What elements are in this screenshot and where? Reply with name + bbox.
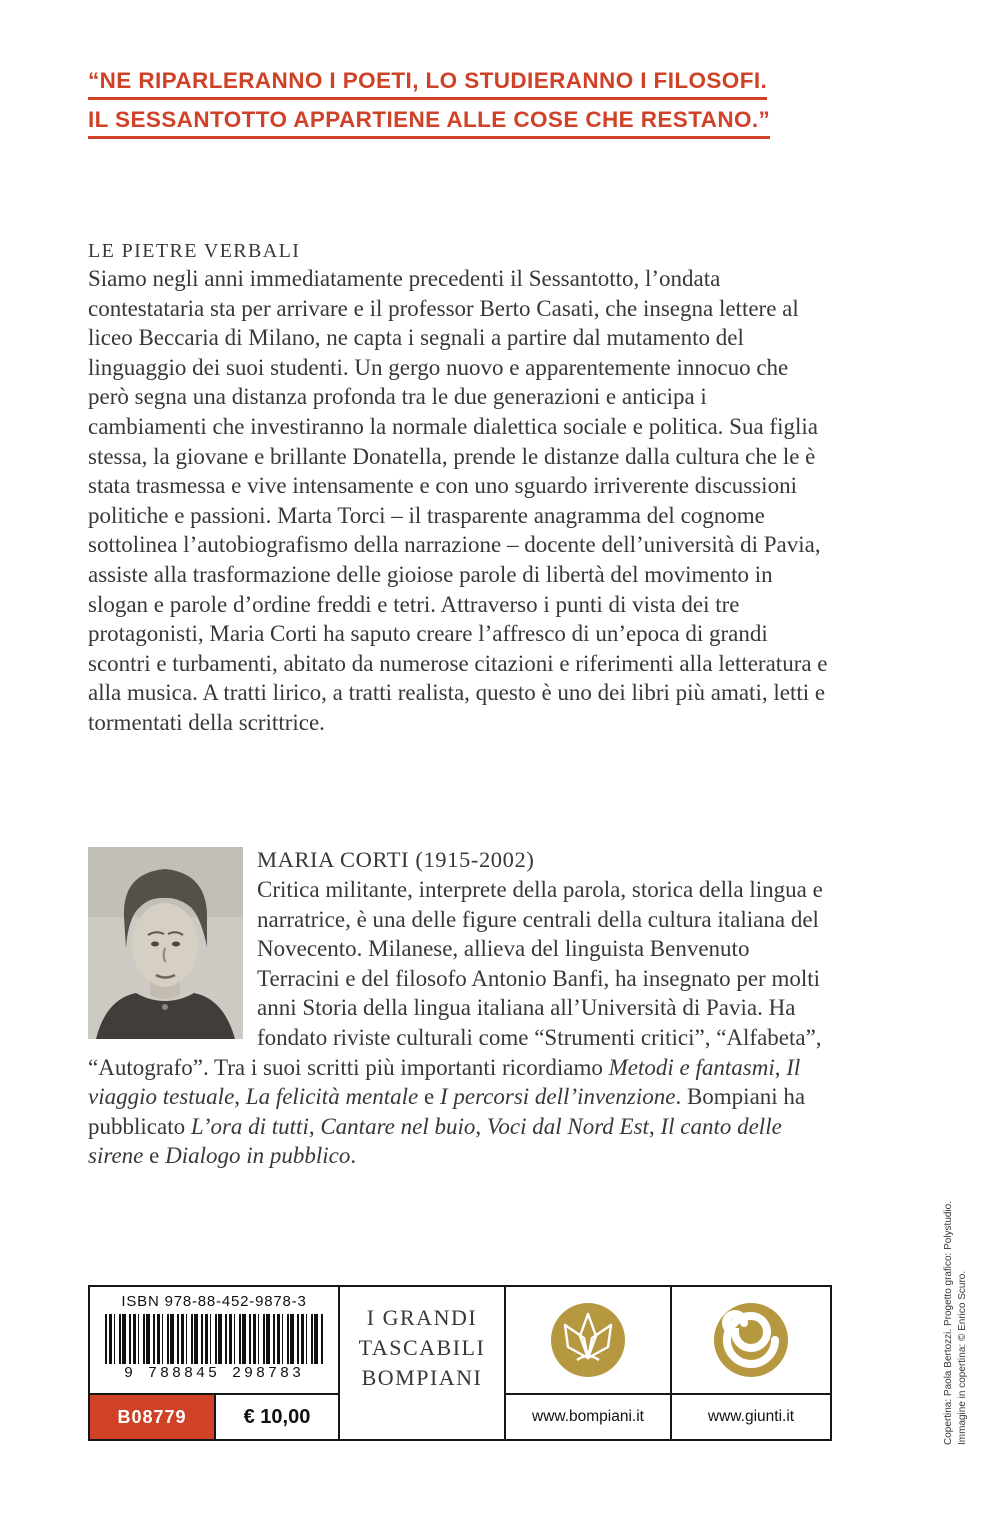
giunti-logo-icon (672, 1287, 830, 1393)
barcode-icon (105, 1314, 323, 1364)
pull-quote-line-2: IL SESSANTOTTO APPARTIENE ALLE COSE CHE RESTANO.” (88, 107, 770, 139)
isbn-number: ISBN 978-88-452-9878-3 (121, 1293, 307, 1310)
isbn-area (90, 1287, 338, 1395)
author-photo (88, 847, 243, 1039)
giunti-column (670, 1287, 830, 1439)
pull-quote (88, 68, 770, 146)
synopsis-text: Siamo negli anni immediatamente precedenti il Sessantotto, l’ondata contestataria sta per arrivare e il professor Berto Casati, che insegna lettere al liceo Beccaria di Milano, ne capta i segnali a partire dal mutamento del linguaggio dei suoi studenti. Un gergo nuovo e apparentemente innocuo che però segna una distanza profonda tra le due generazioni e anticipa i cambiamenti che investiranno la normale dialettica sociale e politica. Sua figlia stessa, la giovane e brillante Donatella, prende le distanze dalla cultura che le è stata trasmessa e vive intensamente e con uno sguardo irriverente discussioni politiche e passioni. Marta Torci – il trasparente anagramma del cognome sottolinea l’autobiografismo della narrazione – docente dell’università di Pavia, assiste alla trasformazione delle gioiose parole di libertà del movimento in slogan e parole d’ordine freddi e tetri. Attraverso i punti di vista dei tre protagonisti, Maria Corti ha saputo creare l’affresco di un’epoca di grandi scontri e turbamenti, abitato da numerose citazioni e riferimenti alla letteratura e alla musica. A tratti lirico, a tratti realista, questo è uno dei libri più amati, letti e tormentati della scrittrice. (88, 266, 828, 735)
cover-photo-credit: Immagine in copertina: © Enrico Scuro. (957, 1270, 968, 1445)
author-bio: Critica militante, interprete della parola, storica della lingua e narratrice, è una delle figure centrali della cultura italiana del Novecento. Milanese, allieva del linguista Benvenuto Terracini e del filosofo Antonio Banfi, ha insegnato per molti anni Storia della lingua italiana all’Università di Pavia. Ha fondato riviste culturali come “Strumenti critici”, “Alfabeta”, “Autografo”. Tra i suoi scritti più importanti ricordiamo Metodi e fantasmi, Il viaggio testuale, La felicità mentale e I percorsi dell’invenzione. Bompiani ha pubblicato L’ora di tutti, Cantare nel buio, Voci dal Nord Est, Il canto delle sirene e Dialogo in pubblico. (88, 877, 823, 1169)
cover-design-credit: Copertina: Paola Bertozzi. Progetto grafico: Polystudio. (943, 1200, 954, 1445)
footer-bar (88, 1285, 832, 1441)
imprint-line: I GRANDI (366, 1305, 478, 1330)
credits (942, 1201, 970, 1445)
pull-quote-line-1: “NE RIPARLERANNO I POETI, LO STUDIERANNO I FILOSOFI. (88, 68, 767, 100)
isbn-column (90, 1287, 338, 1439)
bompiani-url: www.bompiani.it (506, 1393, 670, 1439)
giunti-url: www.giunti.it (672, 1393, 830, 1439)
author-name: MARIA CORTI (1915-2002) (257, 847, 535, 872)
imprint-column (338, 1287, 504, 1439)
barcode-digits: 9 788845 298783 (123, 1365, 305, 1382)
imprint-line: TASCABILI (358, 1335, 486, 1360)
author-section (88, 843, 832, 1171)
book-title-heading: LE PIETRE VERBALI (88, 240, 301, 262)
imprint-line: BOMPIANI (361, 1365, 483, 1390)
bompiani-logo-icon (506, 1287, 670, 1393)
price-row (90, 1395, 338, 1439)
catalog-code: B08779 (90, 1395, 214, 1439)
bompiani-column (504, 1287, 670, 1439)
price: € 10,00 (214, 1395, 338, 1439)
